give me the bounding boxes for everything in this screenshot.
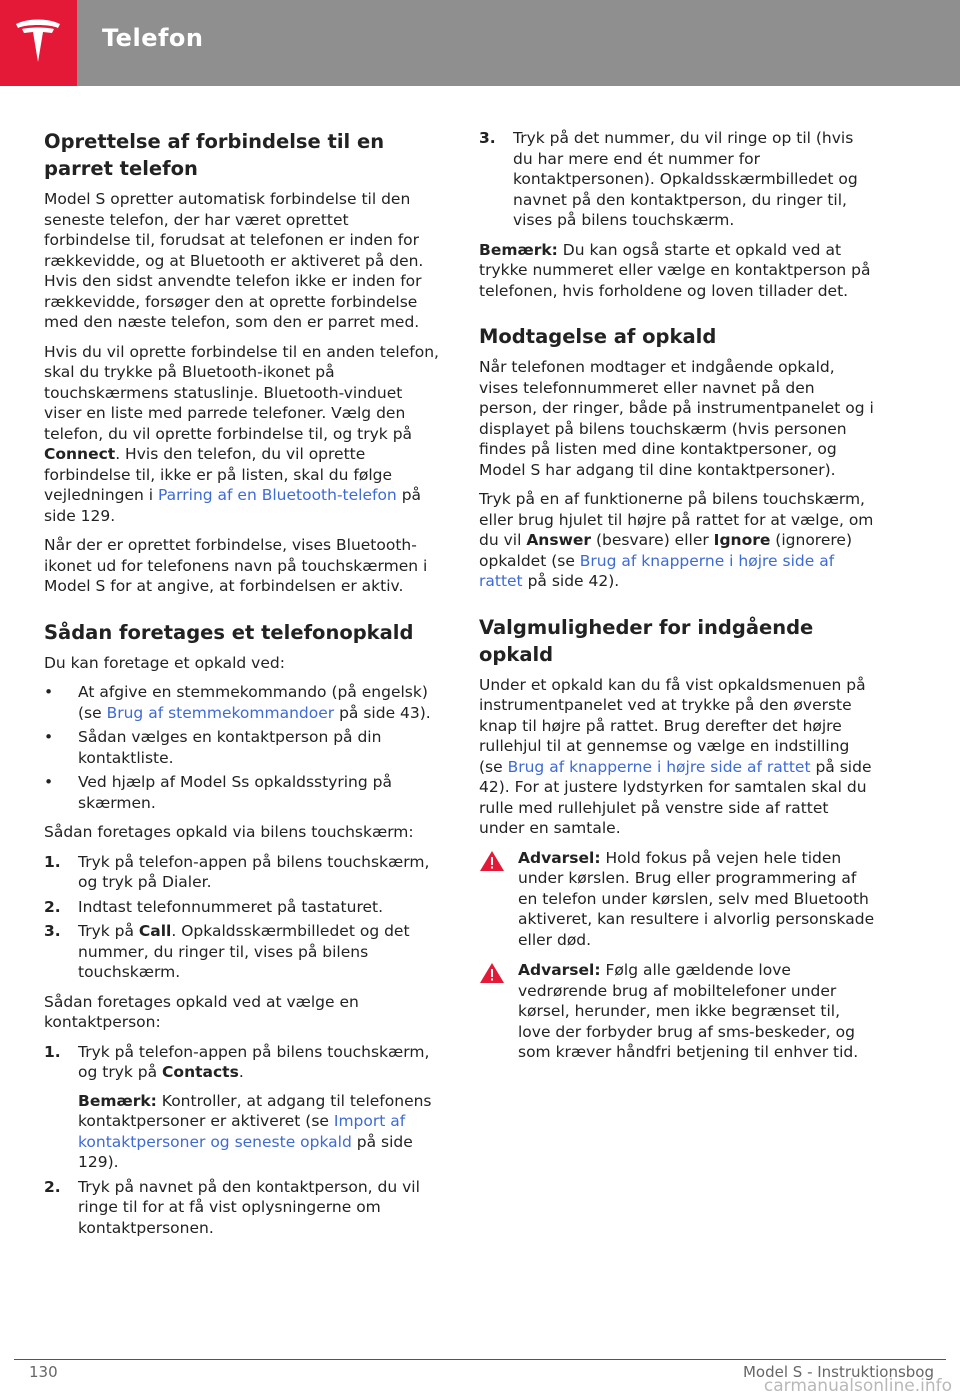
list-item: • At afgive en stemmekommando (på engelsk) (se Brug af stemmekommandoer på side 43). xyxy=(44,682,440,723)
tesla-logo-icon xyxy=(10,14,66,70)
paragraph: Når der er oprettet forbindelse, vises Bluetooth-ikonet ud for telefonens navn på touchskærmen i Model S for at angive, at forbindelsen er aktiv. xyxy=(44,536,428,595)
warning-text: Advarsel: Følg alle gældende love vedrørende brug af mobiltelefoner under kørsel, herunder, men ikke begrænset til, love der forbyder brug af sms-beskeder, og som kræver håndfri betjening til enhver tid. xyxy=(518,961,859,1061)
link-voice-commands[interactable]: Brug af stemmekommandoer xyxy=(106,703,335,722)
paragraph: Når telefonen modtager et indgående opkald, vises telefonnummeret eller navnet på den person, der ringer, både på instrumentpanelet og i displayet på bilens touchskærm (hvis personen findes på listen med dine kontaktpersoner, og Model S har adgang til dine kontaktpersoner). xyxy=(479,358,874,479)
numbered-list-contacts-cont xyxy=(479,128,875,231)
paragraph: Hvis du vil oprette forbindelse til en anden telefon, skal du trykke på Bluetooth-ikonet på touchskærmens statuslinje. Bluetooth-vinduet viser en liste med parrede telefoner. Vælg den telefon, du vil oprette forbindelse til, og tryk på Connect. Hvis den telefon, du vil oprette forbindelse til, ikke er på listen, skal du følge vejledningen i Parring af en Bluetooth-telefon på side 129. xyxy=(44,342,439,525)
tesla-logo xyxy=(0,0,77,86)
left-column xyxy=(44,128,440,1247)
watermark: carmanualsonline.info xyxy=(763,1376,952,1396)
paragraph: Under et opkald kan du få vist opkaldsmenuen på instrumentpanelet ved at trykke på den øverste knap til højre på rattet. Brug derefter det højre rullehjul til at gennemse og vælge en indstilling (se Brug af knapperne i højre side af rattet på side 42). For at justere lydstyrken for samtalen skal du rulle med rullehjulet på venstre side af rattet under en samtale. xyxy=(479,675,872,837)
page-header xyxy=(0,0,960,86)
warning-block xyxy=(479,848,875,951)
section-heading-receive-call: Modtagelse af opkald xyxy=(479,325,717,348)
section-heading-connect: Oprettelse af forbindelse til en parret telefon xyxy=(44,130,385,180)
list-item: • Ved hjælp af Model Ss opkaldsstyring på skærmen. xyxy=(44,772,440,813)
document-title: Model S - Instruktionsbog xyxy=(742,1363,934,1381)
paragraph: Sådan foretages opkald via bilens touchskærm: xyxy=(44,823,414,841)
warning-text: Advarsel: Hold fokus på vejen hele tiden under kørslen. Brug eller programmering af en telefon under kørslen, selv med Bluetooth aktiveret, kan resultere i alvorlig personskade eller død. xyxy=(518,848,875,949)
list-item: 3. Tryk på Call. Opkaldsskærmbilledet og det nummer, du ringer til, vises på bilens touchskærm. xyxy=(44,922,410,981)
note: Bemærk: Kontroller, at adgang til telefonens kontaktpersoner er aktiveret (se Import af kontaktpersoner og seneste opkald på side 129). xyxy=(78,1091,432,1171)
list-item: 2. Tryk på navnet på den kontaktperson, du vil ringe til for at få vist oplysningerne om kontaktpersonen. xyxy=(44,1177,420,1237)
link-bluetooth-pairing[interactable]: Parring af en Bluetooth-telefon xyxy=(158,486,397,504)
paragraph: Sådan foretages opkald ved at vælge en kontaktperson: xyxy=(44,992,359,1031)
link-steering-buttons[interactable]: Brug af knapperne i højre side af rattet xyxy=(507,757,811,776)
page-title: Telefon xyxy=(102,24,204,52)
footer-divider xyxy=(14,1359,946,1360)
paragraph: Model S opretter automatisk forbindelse til den seneste telefon, der har været oprettet forbindelse til, forudsat at telefonen er inden for rækkevidde, og at Bluetooth er aktiveret på den. Hvis den sidst anvendte telefon ikke er inden for rækkevidde, forsøger den at oprette forbindelse med den næste telefon, som den er parret med. xyxy=(44,190,424,331)
right-column xyxy=(479,128,875,1073)
numbered-list-contacts xyxy=(44,1042,440,1239)
warning-block xyxy=(479,960,875,1063)
warning-icon xyxy=(479,850,505,872)
list-item: 3. Tryk på det nummer, du vil ringe op til (hvis du har mere end ét nummer for kontaktpersonen). Opkaldsskærmbilledet og navnet på den kontaktperson, du ringer til, vises på bilens touchskærm. xyxy=(479,129,858,229)
bullet-list xyxy=(44,682,440,813)
section-heading-call-options: Valgmuligheder for indgående opkald xyxy=(479,615,814,666)
paragraph: Tryk på en af funktionerne på bilens touchskærm, eller brug hjulet til højre på rattet for at vælge, om du vil Answer (besvare) eller Ignore (ignorere) opkaldet (se Brug af knapperne i højre side af rattet på side 42). xyxy=(479,490,874,590)
list-item: • Sådan vælges en kontaktperson på din kontaktliste. xyxy=(44,727,440,768)
list-item: 2. Indtast telefonnummeret på tastaturet. xyxy=(44,897,384,916)
numbered-list-dialer xyxy=(44,852,440,983)
warning-icon xyxy=(479,962,505,984)
section-heading-make-call: Sådan foretages et telefonopkald xyxy=(44,620,414,644)
list-item: 1. Tryk på telefon-appen på bilens touchskærm, og tryk på Dialer. xyxy=(44,852,430,891)
list-item: 1. Tryk på telefon-appen på bilens touchskærm, og tryk på Contacts. Bemærk: Kontroller, at adgang til telefonens kontaktpersoner er aktiveret (se Import af kontaktpersoner og seneste opkald på side 129). xyxy=(44,1042,440,1173)
note: Bemærk: Du kan også starte et opkald ved at trykke nummeret eller vælge en kontaktperson på telefonen, hvis forholdene og loven tillader det. xyxy=(479,240,871,300)
paragraph: Du kan foretage et opkald ved: xyxy=(44,653,285,672)
link-steering-buttons[interactable]: Brug af knapperne i højre side af rattet xyxy=(479,551,835,590)
link-import-contacts[interactable]: Import af kontaktpersoner og seneste opkald xyxy=(78,1112,406,1151)
page-number: 130 xyxy=(29,1363,58,1381)
